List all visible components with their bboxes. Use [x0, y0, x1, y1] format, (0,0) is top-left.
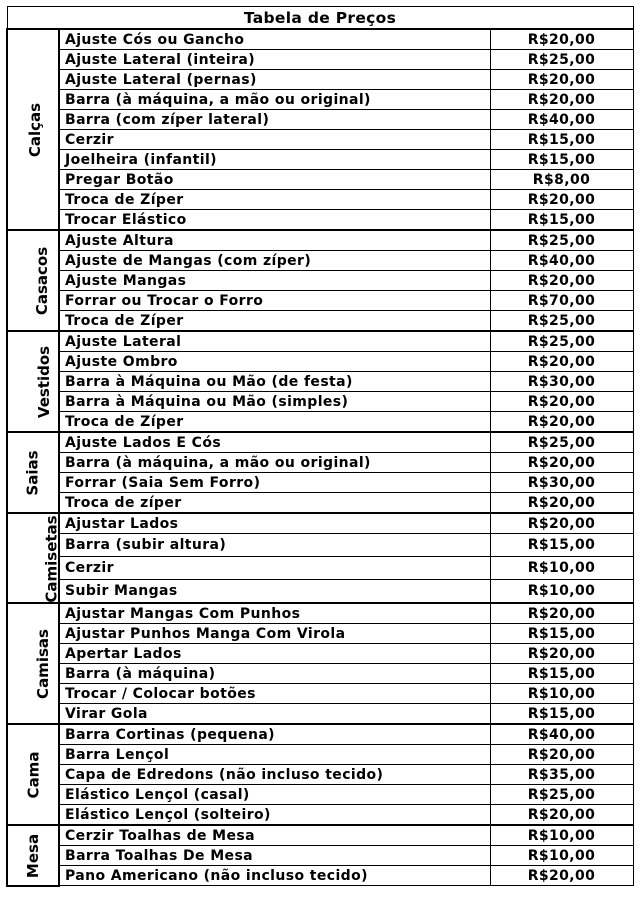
- category-cell: [7, 331, 59, 432]
- table-row: [7, 704, 633, 725]
- table-row: [7, 624, 633, 644]
- service-name: Barra (à máquina, a mão ou original): [59, 90, 490, 110]
- service-name: Capa de Edredons (não incluso tecido): [59, 765, 490, 785]
- table-row: [7, 473, 633, 493]
- service-price: R$25,00: [490, 432, 633, 453]
- service-price: R$20,00: [490, 745, 633, 765]
- table-row: [7, 110, 633, 130]
- service-price: R$20,00: [490, 352, 633, 372]
- service-name: Barra à Máquina ou Mão (simples): [59, 392, 490, 412]
- table-row: [7, 432, 633, 453]
- table-row: [7, 271, 633, 291]
- service-name: Subir Mangas: [59, 580, 490, 604]
- table-row: [7, 50, 633, 70]
- table-row: [7, 846, 633, 866]
- service-name: Ajuste Lateral: [59, 331, 490, 352]
- service-price: R$20,00: [490, 271, 633, 291]
- category-cell: [7, 29, 59, 230]
- table-row: [7, 644, 633, 664]
- category-label: Calças: [26, 102, 45, 158]
- table-row: [7, 190, 633, 210]
- service-price: R$20,00: [490, 805, 633, 826]
- table-row: [7, 392, 633, 412]
- category-label: Vestidos: [35, 345, 54, 419]
- service-price: R$20,00: [490, 644, 633, 664]
- service-name: Cerzir: [59, 130, 490, 150]
- table-row: [7, 825, 633, 846]
- service-price: R$8,00: [490, 170, 633, 190]
- service-price: R$25,00: [490, 331, 633, 352]
- table-row: [7, 372, 633, 392]
- table-row: [7, 684, 633, 704]
- service-price: R$15,00: [490, 624, 633, 644]
- service-name: Trocar Elástico: [59, 210, 490, 231]
- service-name: Ajuste Lateral (inteira): [59, 50, 490, 70]
- table-row: [7, 534, 633, 557]
- service-price: R$25,00: [490, 230, 633, 251]
- service-name: Ajuste de Mangas (com zíper): [59, 251, 490, 271]
- table-row: [7, 765, 633, 785]
- service-price: R$20,00: [490, 29, 633, 50]
- service-name: Elástico Lençol (casal): [59, 785, 490, 805]
- service-name: Elástico Lençol (solteiro): [59, 805, 490, 826]
- service-price: R$10,00: [490, 846, 633, 866]
- service-price: R$25,00: [490, 311, 633, 332]
- service-name: Trocar / Colocar botões: [59, 684, 490, 704]
- table-row: [7, 493, 633, 514]
- service-name: Ajuste Altura: [59, 230, 490, 251]
- service-name: Barra (à máquina): [59, 664, 490, 684]
- table-row: [7, 453, 633, 473]
- table-row: [7, 805, 633, 826]
- service-name: Barra Toalhas De Mesa: [59, 846, 490, 866]
- service-price: R$10,00: [490, 580, 633, 604]
- service-name: Cerzir Toalhas de Mesa: [59, 825, 490, 846]
- category-label: Cama: [23, 751, 42, 799]
- table-row: [7, 311, 633, 332]
- table-row: [7, 90, 633, 110]
- service-price: R$25,00: [490, 50, 633, 70]
- category-label: Mesa: [24, 833, 42, 878]
- table-row: [7, 29, 633, 50]
- service-price: R$15,00: [490, 534, 633, 557]
- service-name: Troca de zíper: [59, 493, 490, 514]
- service-price: R$20,00: [490, 603, 633, 624]
- service-price: R$20,00: [490, 513, 633, 534]
- table-row: [7, 745, 633, 765]
- service-price: R$20,00: [490, 90, 633, 110]
- table-row: [7, 170, 633, 190]
- service-name: Troca de Zíper: [59, 311, 490, 332]
- service-price: R$25,00: [490, 785, 633, 805]
- category-cell: [7, 230, 59, 331]
- service-price: R$10,00: [490, 684, 633, 704]
- category-label: Casacos: [33, 246, 52, 316]
- service-name: Ajuste Lateral (pernas): [59, 70, 490, 90]
- table-row: [7, 724, 633, 745]
- service-name: Pano Americano (não incluso tecido): [59, 866, 490, 886]
- table-title: Tabela de Preços: [7, 7, 633, 30]
- table-row: [7, 785, 633, 805]
- service-price: R$15,00: [490, 704, 633, 725]
- service-name: Joelheira (infantil): [59, 150, 490, 170]
- service-price: R$20,00: [490, 70, 633, 90]
- table-row: [7, 866, 633, 886]
- category-cell: [7, 724, 59, 825]
- category-cell: [7, 825, 59, 886]
- service-price: R$20,00: [490, 866, 633, 886]
- table-row: [7, 150, 633, 170]
- service-price: R$15,00: [490, 150, 633, 170]
- service-name: Ajuste Mangas: [59, 271, 490, 291]
- table-row: [7, 412, 633, 433]
- table-row: [7, 70, 633, 90]
- service-price: R$10,00: [490, 825, 633, 846]
- service-name: Forrar (Saia Sem Forro): [59, 473, 490, 493]
- table-row: [7, 557, 633, 580]
- table-row: [7, 251, 633, 271]
- service-price: R$30,00: [490, 372, 633, 392]
- category-label: Camisetas: [42, 514, 61, 603]
- service-name: Cerzir: [59, 557, 490, 580]
- service-name: Virar Gola: [59, 704, 490, 725]
- service-name: Barra Cortinas (pequena): [59, 724, 490, 745]
- table-row: [7, 580, 633, 604]
- category-label: Saias: [24, 450, 42, 496]
- table-row: [7, 664, 633, 684]
- category-cell: [7, 432, 59, 513]
- service-price: R$20,00: [490, 453, 633, 473]
- service-price: R$15,00: [490, 130, 633, 150]
- table-row: [7, 513, 633, 534]
- service-price: R$20,00: [490, 392, 633, 412]
- service-name: Ajuste Lados E Cós: [59, 432, 490, 453]
- price-table: [6, 6, 634, 887]
- service-price: R$40,00: [490, 110, 633, 130]
- service-name: Ajustar Mangas Com Punhos: [59, 603, 490, 624]
- category-label: Camisas: [33, 629, 52, 699]
- service-name: Forrar ou Trocar o Forro: [59, 291, 490, 311]
- service-price: R$35,00: [490, 765, 633, 785]
- service-name: Barra Lençol: [59, 745, 490, 765]
- table-row: [7, 291, 633, 311]
- service-name: Troca de Zíper: [59, 190, 490, 210]
- service-name: Barra (à máquina, a mão ou original): [59, 453, 490, 473]
- category-cell: [7, 513, 59, 603]
- service-name: Apertar Lados: [59, 644, 490, 664]
- table-row: [7, 130, 633, 150]
- service-name: Barra (subir altura): [59, 534, 490, 557]
- service-price: R$40,00: [490, 724, 633, 745]
- service-price: R$10,00: [490, 557, 633, 580]
- table-row: [7, 352, 633, 372]
- table-row: [7, 210, 633, 231]
- service-name: Ajuste Cós ou Gancho: [59, 29, 490, 50]
- service-price: R$15,00: [490, 664, 633, 684]
- service-name: Ajustar Punhos Manga Com Virola: [59, 624, 490, 644]
- service-price: R$15,00: [490, 210, 633, 231]
- service-price: R$20,00: [490, 493, 633, 514]
- table-row: [7, 230, 633, 251]
- service-price: R$30,00: [490, 473, 633, 493]
- service-name: Ajuste Ombro: [59, 352, 490, 372]
- service-name: Ajustar Lados: [59, 513, 490, 534]
- service-name: Pregar Botão: [59, 170, 490, 190]
- service-name: Barra à Máquina ou Mão (de festa): [59, 372, 490, 392]
- service-name: Barra (com zíper lateral): [59, 110, 490, 130]
- service-price: R$40,00: [490, 251, 633, 271]
- service-price: R$70,00: [490, 291, 633, 311]
- table-row: [7, 603, 633, 624]
- service-price: R$20,00: [490, 412, 633, 433]
- table-row: [7, 331, 633, 352]
- service-price: R$20,00: [490, 190, 633, 210]
- service-name: Troca de Zíper: [59, 412, 490, 433]
- category-cell: [7, 603, 59, 724]
